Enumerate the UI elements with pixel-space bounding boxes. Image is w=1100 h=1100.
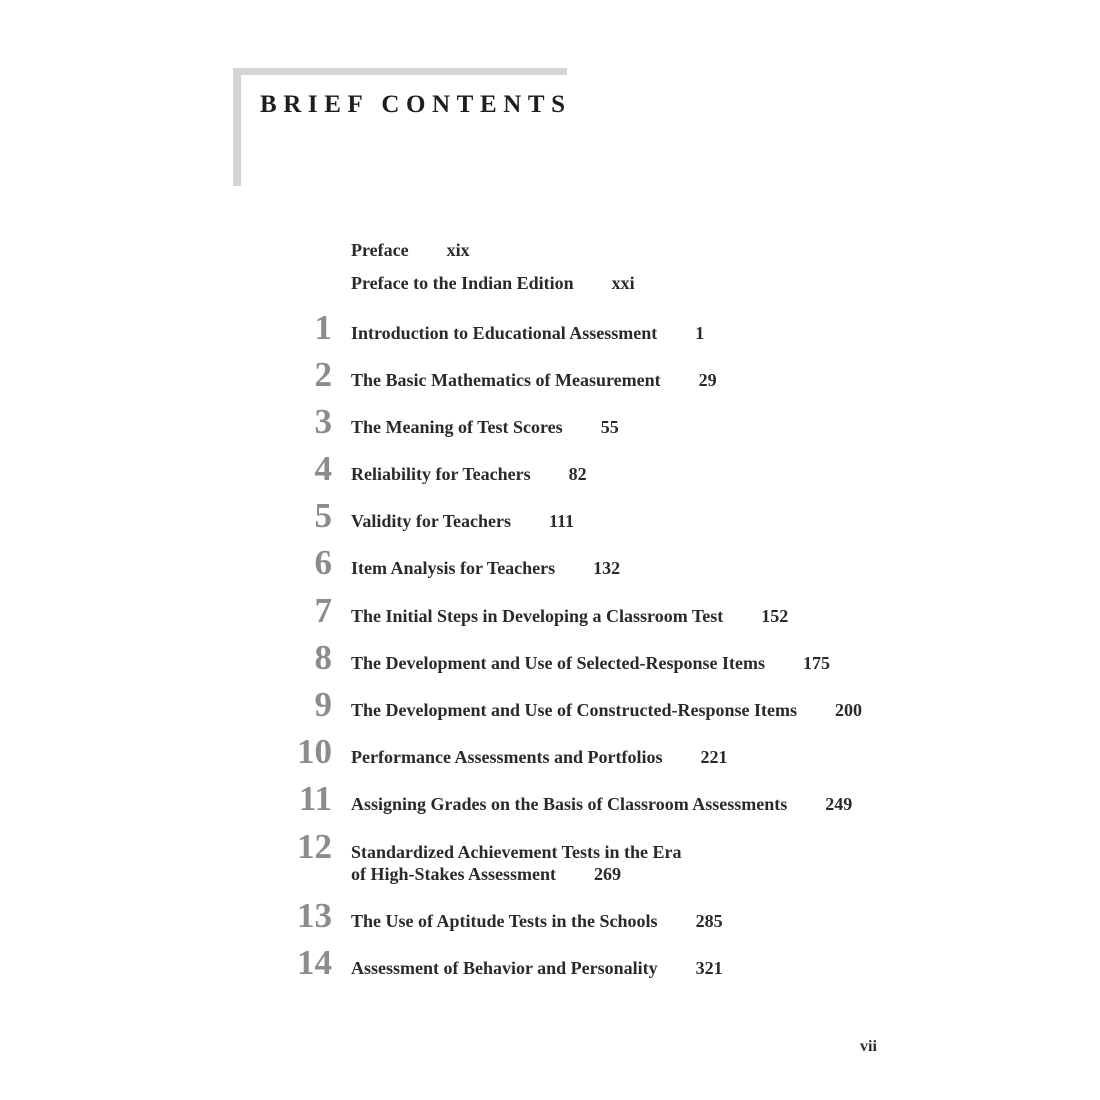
chapter-page: 55	[600, 417, 619, 437]
toc-chapter-14[interactable]	[0, 945, 1100, 985]
entry-title: Preface to the Indian Edition	[351, 273, 574, 293]
toc-chapter-6[interactable]	[0, 545, 1100, 585]
chapter-number: 11	[298, 779, 332, 818]
chapter-number: 5	[314, 496, 332, 535]
chapter-page: 200	[834, 700, 862, 720]
chapter-number: 2	[314, 355, 332, 394]
toc-chapter-9[interactable]	[0, 687, 1100, 727]
chapter-title-text: Assessment of Behavior and Personality	[351, 958, 658, 978]
chapter-title	[351, 510, 574, 532]
chapter-title	[351, 746, 727, 768]
toc-chapter-11[interactable]	[0, 781, 1100, 821]
toc-chapter-5[interactable]	[0, 498, 1100, 538]
chapter-title	[351, 699, 862, 721]
chapter-title-text: Performance Assessments and Portfolios	[351, 747, 663, 767]
title-bracket-top	[233, 68, 567, 75]
chapter-title-line-1: Standardized Achievement Tests in the Era	[351, 842, 682, 862]
chapter-title-text: The Use of Aptitude Tests in the Schools	[351, 911, 658, 931]
chapter-title	[351, 841, 682, 885]
toc-chapter-8[interactable]	[0, 640, 1100, 680]
chapter-title	[351, 557, 620, 579]
chapter-title-line-2: of High-Stakes Assessment	[351, 864, 557, 884]
chapter-number: 6	[314, 543, 332, 582]
chapter-title-text: Reliability for Teachers	[351, 464, 531, 484]
chapter-title	[351, 463, 587, 485]
chapter-page: 249	[825, 794, 853, 814]
toc-chapter-12[interactable]	[0, 829, 1100, 889]
chapter-title	[351, 322, 704, 344]
page-number: vii	[860, 1038, 877, 1055]
chapter-page: 82	[568, 464, 587, 484]
entry-page: xxi	[611, 273, 635, 293]
chapter-title-text: Item Analysis for Teachers	[351, 558, 556, 578]
chapter-title-text: The Basic Mathematics of Measurement	[351, 370, 661, 390]
toc-chapter-7[interactable]	[0, 593, 1100, 633]
chapter-number: 3	[314, 402, 332, 441]
chapter-title-text: Assigning Grades on the Basis of Classroom Assessments	[351, 794, 788, 814]
entry-page: xix	[446, 240, 470, 260]
chapter-title-text: The Development and Use of Selected-Response Items	[351, 653, 765, 673]
chapter-number: 4	[314, 449, 332, 488]
chapter-page: 269	[594, 864, 622, 884]
chapter-page: 221	[700, 747, 728, 767]
chapter-title-text: The Initial Steps in Developing a Classroom Test	[351, 606, 724, 626]
chapter-number: 9	[314, 685, 332, 724]
chapter-page: 285	[695, 911, 723, 931]
chapter-page: 1	[695, 323, 705, 343]
toc-chapter-13[interactable]	[0, 898, 1100, 938]
entry-title: Preface	[351, 240, 409, 260]
toc-chapter-10[interactable]	[0, 734, 1100, 774]
chapter-page: 29	[698, 370, 717, 390]
chapter-number: 8	[314, 638, 332, 677]
chapter-number: 14	[297, 943, 332, 982]
chapter-title	[351, 910, 723, 932]
chapter-number: 7	[314, 591, 332, 630]
chapter-title	[351, 369, 717, 391]
chapter-number: 1	[314, 308, 332, 347]
chapter-title	[351, 605, 788, 627]
chapter-title-text: The Meaning of Test Scores	[351, 417, 563, 437]
chapter-title	[351, 793, 852, 815]
toc-chapter-4[interactable]	[0, 451, 1100, 491]
chapter-title-text: Introduction to Educational Assessment	[351, 323, 658, 343]
chapter-title-text: The Development and Use of Constructed-Response Items	[351, 700, 797, 720]
chapter-number: 10	[297, 732, 332, 771]
toc-chapter-1[interactable]	[0, 310, 1100, 350]
chapter-title	[351, 652, 830, 674]
title-bracket-left	[233, 68, 241, 186]
toc-entry-preface[interactable]	[351, 240, 470, 261]
chapter-number: 12	[297, 827, 332, 866]
chapter-page: 152	[761, 606, 789, 626]
chapter-page: 175	[802, 653, 830, 673]
page-title: BRIEF CONTENTS	[260, 91, 572, 118]
toc-entry-preface-indian-edition[interactable]	[351, 273, 635, 294]
chapter-page: 111	[549, 511, 575, 531]
toc-chapter-3[interactable]	[0, 404, 1100, 444]
chapter-number: 13	[297, 896, 332, 935]
chapter-page: 132	[593, 558, 621, 578]
chapter-title-text: Validity for Teachers	[351, 511, 512, 531]
chapter-title	[351, 957, 723, 979]
toc-chapter-2[interactable]	[0, 357, 1100, 397]
chapter-title	[351, 416, 619, 438]
chapter-page: 321	[695, 958, 723, 978]
